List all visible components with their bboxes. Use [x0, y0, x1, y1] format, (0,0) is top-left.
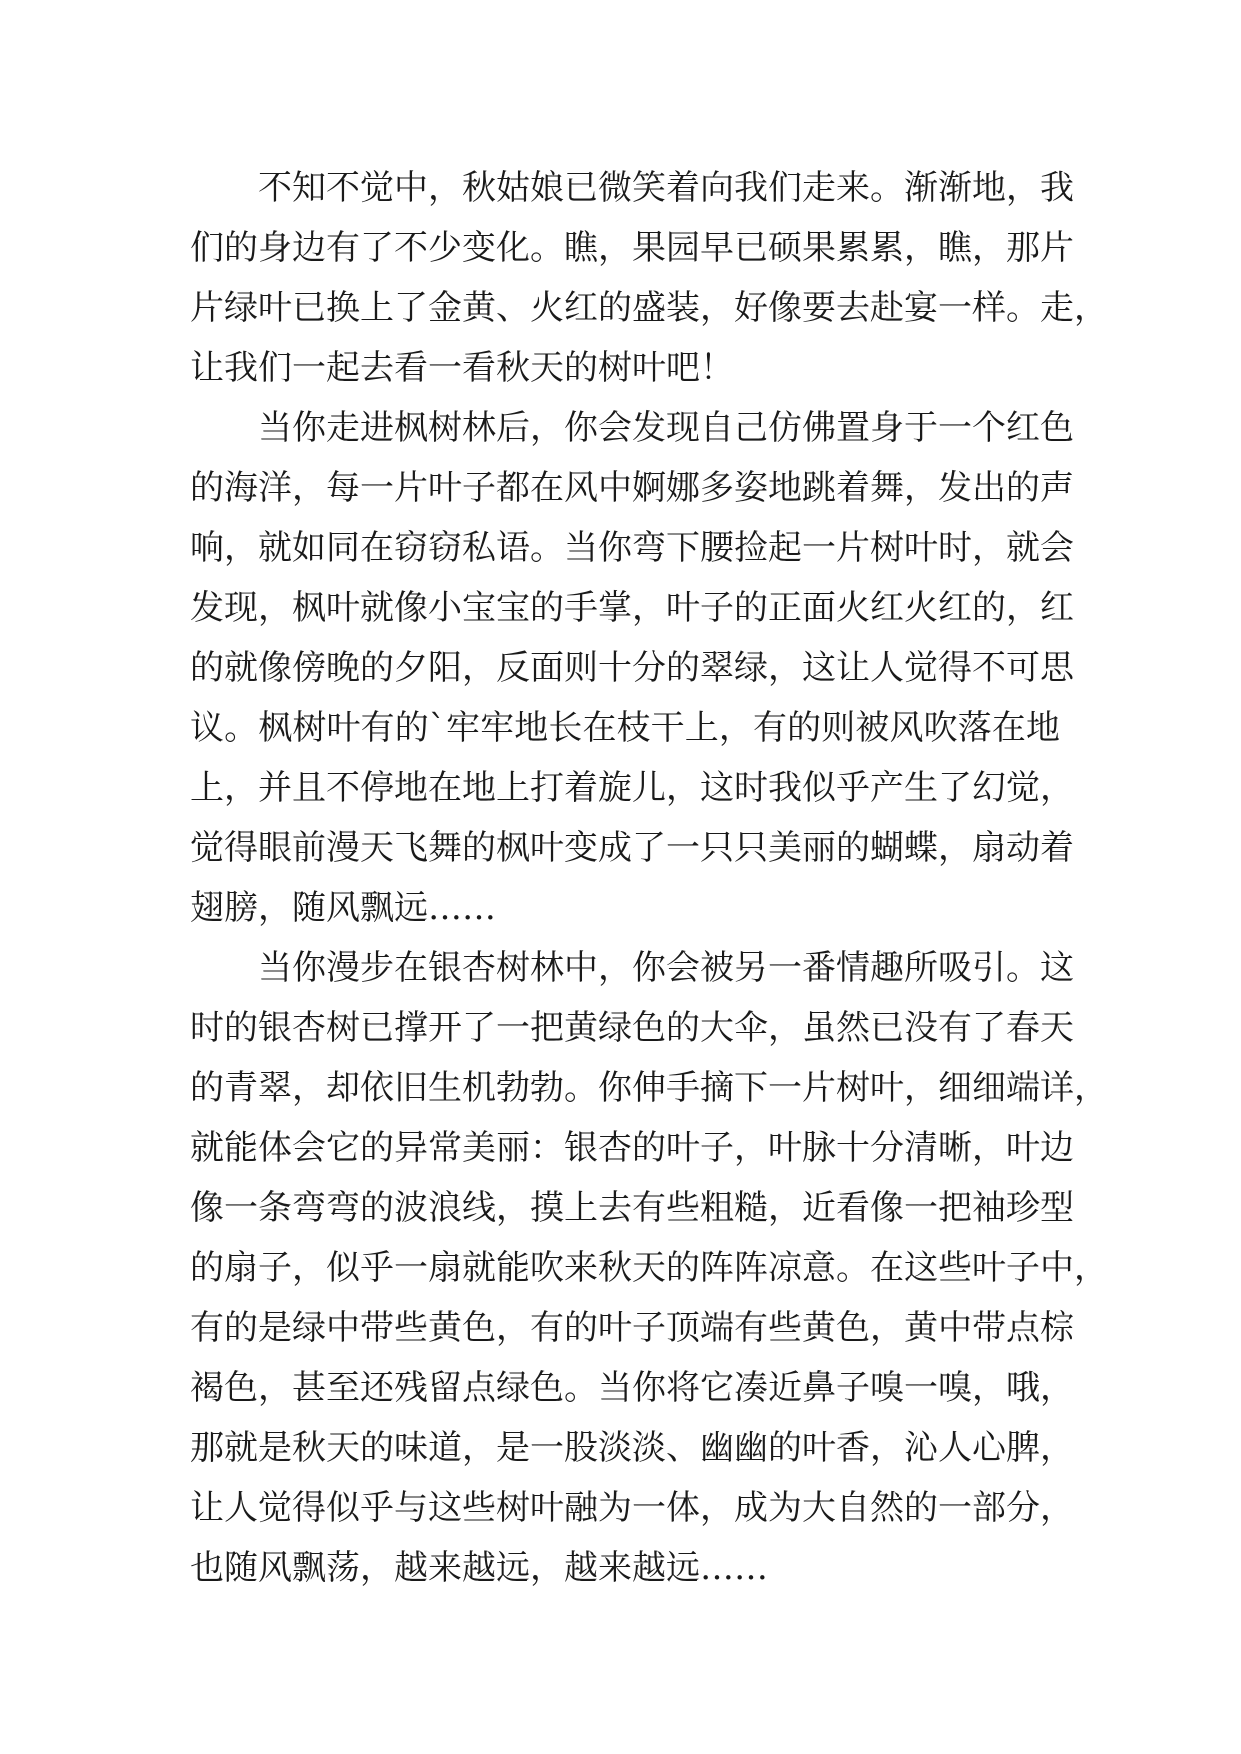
- paragraph-3: [190, 938, 1108, 1598]
- text-line: 片绿叶已换上了金黄、火红的盛装，好像要去赴宴一样。走，: [190, 288, 1108, 328]
- text-line: 让我们一起去看一看秋天的树叶吧！: [190, 348, 734, 388]
- text-line: 当你漫步在银杏树林中，你会被另一番情趣所吸引。这: [258, 948, 1074, 988]
- text-line: 发现，枫叶就像小宝宝的手掌，叶子的正面火红火红的，红: [190, 588, 1074, 628]
- text-line: 不知不觉中，秋姑娘已微笑着向我们走来。渐渐地，我: [258, 168, 1074, 208]
- text-line: 上，并且不停地在地上打着旋儿，这时我似乎产生了幻觉，: [190, 768, 1074, 808]
- text-line: 时的银杏树已撑开了一把黄绿色的大伞，虽然已没有了春天: [190, 1008, 1074, 1048]
- text-line: 议。枫树叶有的`牢牢地长在枝干上，有的则被风吹落在地: [190, 708, 1060, 748]
- text-line: 们的身边有了不少变化。瞧，果园早已硕果累累，瞧，那片: [190, 228, 1074, 268]
- text-line: 的就像傍晚的夕阳，反面则十分的翠绿，这让人觉得不可思: [190, 648, 1074, 688]
- text-line: 也随风飘荡，越来越远，越来越远……: [190, 1548, 768, 1588]
- text-line: 的扇子，似乎一扇就能吹来秋天的阵阵凉意。在这些叶子中，: [190, 1248, 1108, 1288]
- text-line: 那就是秋天的味道，是一股淡淡、幽幽的叶香，沁人心脾，: [190, 1428, 1074, 1468]
- text-line: 有的是绿中带些黄色，有的叶子顶端有些黄色，黄中带点棕: [190, 1308, 1074, 1348]
- text-line: 当你走进枫树林后，你会发现自己仿佛置身于一个红色: [258, 408, 1074, 448]
- paragraph-1: [190, 158, 1108, 398]
- document-body: [190, 158, 1108, 1598]
- text-line: 翅膀，随风飘远……: [190, 888, 496, 928]
- paragraph-2: [190, 398, 1074, 938]
- text-line: 让人觉得似乎与这些树叶融为一体，成为大自然的一部分，: [190, 1488, 1074, 1528]
- text-line: 褐色，甚至还残留点绿色。当你将它凑近鼻子嗅一嗅，哦，: [190, 1368, 1074, 1408]
- text-line: 像一条弯弯的波浪线，摸上去有些粗糙，近看像一把袖珍型: [190, 1188, 1074, 1228]
- text-line: 响，就如同在窃窃私语。当你弯下腰捡起一片树叶时，就会: [190, 528, 1074, 568]
- text-line: 的青翠，却依旧生机勃勃。你伸手摘下一片树叶，细细端详，: [190, 1068, 1108, 1108]
- text-line: 觉得眼前漫天飞舞的枫叶变成了一只只美丽的蝴蝶，扇动着: [190, 828, 1074, 868]
- text-line: 的海洋，每一片叶子都在风中婀娜多姿地跳着舞，发出的声: [190, 468, 1074, 508]
- text-line: 就能体会它的异常美丽：银杏的叶子，叶脉十分清晰，叶边: [190, 1128, 1074, 1168]
